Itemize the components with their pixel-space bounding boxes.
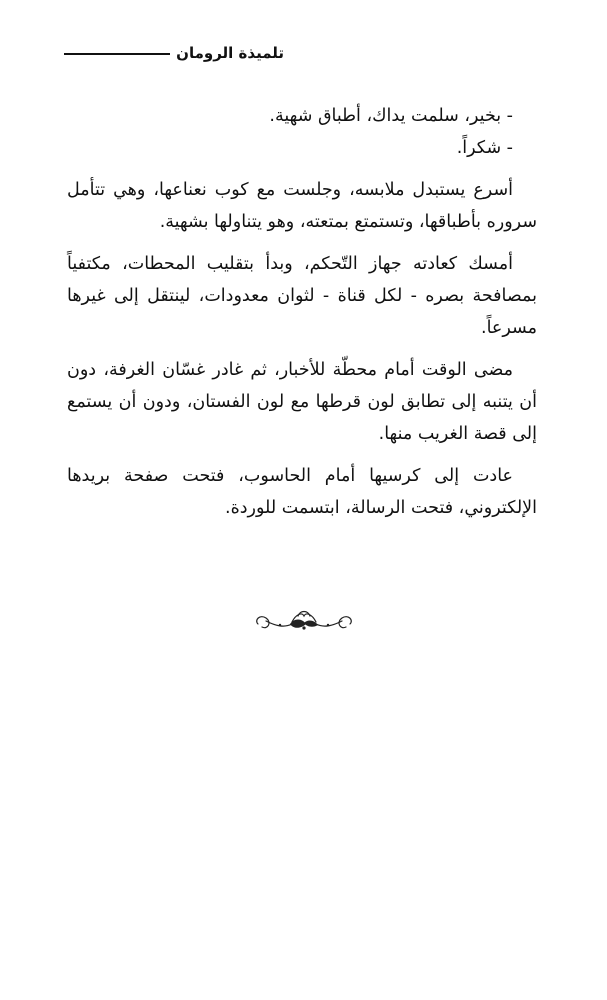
paragraph: مضى الوقت أمام محطّة للأخبار، ثم غادر غسّان الغرفة، دون أن يتنبه إلى تطابق لون قرطها مع لون الفستان، ودون أن يستمع إلى قصة الغريب منها. bbox=[67, 360, 537, 444]
floral-ornament-icon bbox=[250, 608, 358, 636]
paragraph: عادت إلى كرسيها أمام الحاسوب، فتحت صفحة بريدها الإلكتروني، فتحت الرسالة، ابتسمت للوردة. bbox=[67, 466, 537, 518]
paragraph: أسرع يستبدل ملابسه، وجلست مع كوب نعناعها، وهي تتأمل سروره بأطباقها، وتستمتع بمتعته، وهو يتناولها بشهية. bbox=[67, 180, 537, 232]
running-header bbox=[64, 44, 284, 62]
dialogue-line: - بخير، سلمت يداك، أطباق شهية. bbox=[269, 106, 513, 126]
text-body bbox=[67, 100, 537, 534]
running-title: تلميذة الرومان bbox=[176, 44, 284, 62]
dialogue-line: - شكراً. bbox=[456, 138, 513, 158]
paragraph: أمسك كعادته جهاز التّحكم، وبدأ بتقليب المحطات، مكتفياً بمصافحة بصره - لكل قناة - لثوان معدودات، لينتقل إلى غيرها مسرعاً. bbox=[67, 254, 537, 338]
header-rule bbox=[64, 53, 170, 55]
